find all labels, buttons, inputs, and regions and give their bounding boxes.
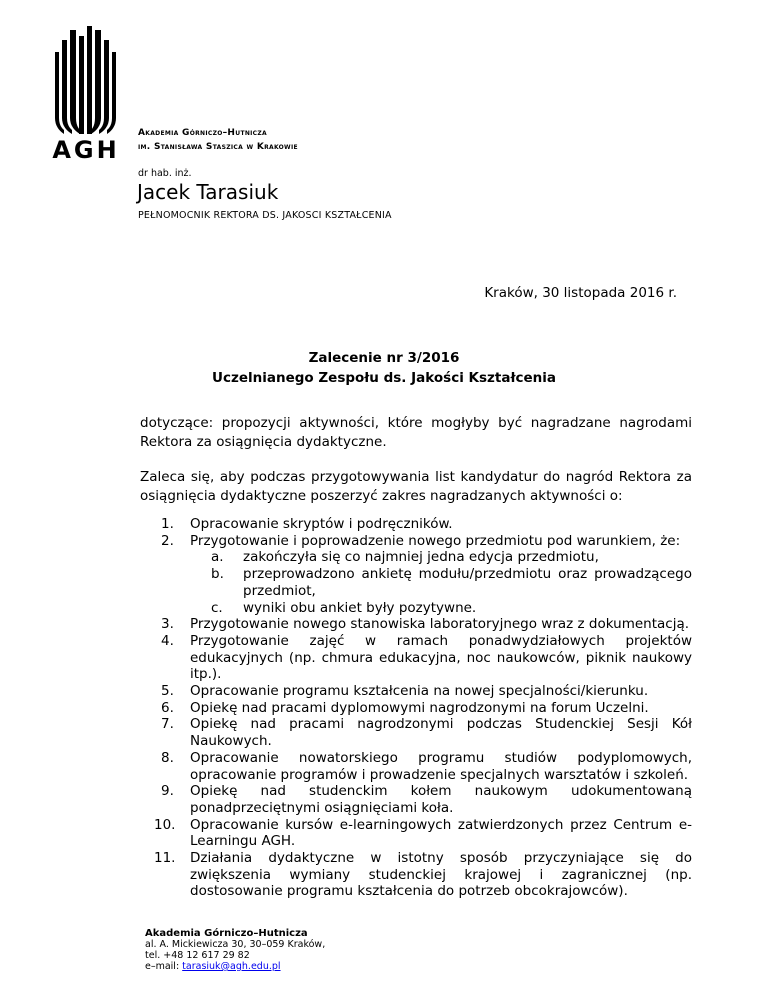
footer-address: al. A. Mickiewicza 30, 30–059 Kraków, [145,939,326,950]
heading-line1: Zalecenie nr 3/2016 [308,350,460,366]
list-item: 8. Opracowanie nowatorskiego programu studiów podyplomowych, opracowanie programów i prowadzenie specjalnych warsztatów i szkoleń. [161,749,692,783]
sub-list-item: b. przeprowadzono ankietę modułu/przedmiotu oraz prowadzącego przedmiot, [211,566,692,599]
institution-name [138,128,267,138]
recommendation-list [140,516,692,900]
person-name: Jacek Tarasiuk [137,180,279,204]
footer-institution: Akademia Górniczo–Hutnicza [145,928,308,939]
intro-paragraph: dotyczące: propozycji aktywności, które mogłyby być nagradzane nagrodami Rektora za osiągnięcia dydaktyczne. [140,415,692,450]
footer [145,928,325,972]
agh-logo [46,22,126,162]
list-item: 4. Przygotowanie zajęć w ramach ponadwydziałowych projektów edukacyjnych (np. chmura edukacyjna, noc naukowców, piknik naukowy itp.). [161,632,692,683]
institution-name-2 [138,142,298,152]
heading-line2: Uczelnianego Zespołu ds. Jakości Kształcenia [212,370,556,386]
list-item: 6. Opiekę nad pracami dyplomowymi nagrodzonymi na forum Uczelni. [161,699,649,716]
list-item: 11. Działania dydaktyczne w istotny sposób przyczyniające się do zwiększenia wymiany studenckiej krajowej i zagranicznej (np. dostosowanie programu kształcenia do potrzeb obcokrajowców). [154,850,692,900]
list-item: 1. Opracowanie skryptów i podręczników. [161,516,453,532]
sub-list-item: a. zakończyła się co najmniej jedna edycja przedmiotu, [211,549,599,566]
academic-title: dr hab. inż. [138,168,192,179]
footer-email-label: e–mail: [145,961,183,972]
list-item: 3. Przygotowanie nowego stanowiska laboratoryjnego wraz z dokumentacją. [161,616,690,633]
sub-list-item: c. wyniki obu ankiet były pozytywne. [211,599,477,616]
list-item: 5. Opracowanie programu kształcenia na nowej specjalności/kierunku. [161,683,649,700]
document-date: Kraków, 30 listopada 2016 r. [484,285,677,301]
sub-list [190,549,692,616]
lead-paragraph: Zaleca się, aby podczas przygotowywania list kandydatur do nagród Rektora za osiągnięcia dydaktyczne poszerzyć zakres nagradzanych aktywności o: [140,469,692,504]
institution-line1: Akademia Górniczo–Hutnicza [138,128,267,138]
logo-text: AGH [52,136,120,162]
footer-email-line [145,961,325,972]
institution-line2: im. Stanisława Staszica w Krakowie [138,142,298,152]
list-item: 10. Opracowanie kursów e-learningowych zatwierdzonych przez Centrum e-Learningu AGH. [154,816,692,850]
list-item: 7. Opiekę nad pracami nagrodzonymi podczas Studenckiej Sesji Kół Naukowych. [161,716,692,750]
footer-email-link[interactable]: tarasiuk@agh.edu.pl [182,961,281,972]
footer-phone: tel. +48 12 617 29 82 [145,950,250,961]
list-item: 2. Przygotowanie i poprowadzenie nowego przedmiotu pod warunkiem, że: a. zakończyła się co najmniej jedna edycja przedmiotu, b. przeprowadzono ankietę modułu/przedmiotu oraz prowadzącego przedmiot, c. wyniki obu ankiet były pozytywne. [140,533,692,617]
person-role: PEŁNOMOCNIK REKTORA DS. JAKOSCI KSZTAŁCENIA [138,210,392,221]
list-item: 9. Opiekę nad studenckim kołem naukowym udokumentowaną ponadprzeciętnymi osiągnięciami koła. [161,783,692,816]
